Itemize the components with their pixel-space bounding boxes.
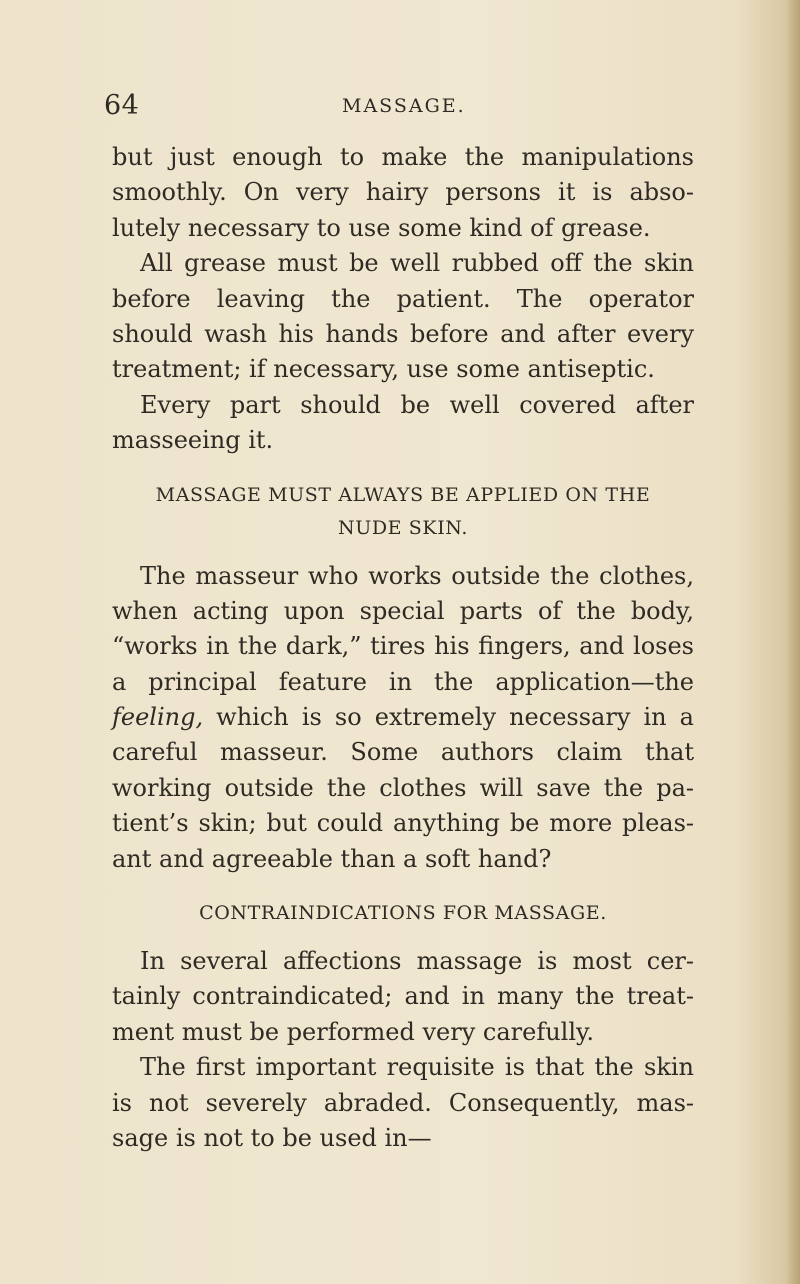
page-number: 64 <box>104 90 140 121</box>
italic-word: feeling, <box>112 703 204 732</box>
paragraph-2 <box>112 246 694 388</box>
text-line: All grease must be well rubbed off the skin <box>140 249 694 278</box>
text-line: The masseur who works outside the clothes, <box>140 561 694 590</box>
paragraph-4 <box>112 559 694 878</box>
page-edge-shadow <box>786 0 800 1284</box>
text-line: lutely necessary to use some kind of grease. <box>112 213 651 242</box>
text-line: should wash his hands before and after every <box>112 319 694 348</box>
text-line: tainly contraindicated; and in many the treat- <box>112 982 694 1011</box>
running-title: MASSAGE. <box>342 95 466 117</box>
text-line: but just enough to make the manipulations <box>112 143 694 171</box>
paragraph-6 <box>112 1050 694 1156</box>
text-line: when acting upon special parts of the body, <box>112 596 694 625</box>
text-line: careful masseur. Some authors claim that <box>112 738 694 767</box>
text-line: treatment; if necessary, use some antiseptic. <box>112 355 655 384</box>
text-line: In several affections massage is most cer- <box>140 947 694 976</box>
text-line: a principal feature in the application—the <box>112 667 694 696</box>
section-heading-nude-skin <box>112 479 694 545</box>
page-body <box>112 140 694 1156</box>
paragraph-3 <box>112 388 694 459</box>
text-line: tient’s skin; but could anything be more pleas- <box>112 809 694 838</box>
text-run: which is so extremely necessary in a <box>203 703 694 732</box>
heading-line: MASSAGE MUST ALWAYS BE APPLIED ON THE <box>155 483 651 506</box>
paragraph-1 <box>112 140 694 246</box>
section-heading-contraindications <box>112 897 694 930</box>
text-line: smoothly. On very hairy persons it is abso- <box>112 178 694 207</box>
text-line: is not severely abraded. Consequently, mas- <box>112 1088 694 1117</box>
text-line: ment must be performed very carefully. <box>112 1017 595 1046</box>
paragraph-5 <box>112 944 694 1050</box>
page-header <box>100 90 700 130</box>
text-line: ant and agreeable than a soft hand? <box>112 844 552 873</box>
heading-line: NUDE SKIN. <box>338 516 468 539</box>
text-line: “works in the dark,” tires his fingers, and loses <box>112 632 694 661</box>
text-line: The first important requisite is that the skin <box>140 1053 694 1082</box>
text-line: sage is not to be used in— <box>112 1123 432 1152</box>
text-line: working outside the clothes will save the pa- <box>112 773 694 802</box>
text-line: Every part should be well covered after <box>140 390 694 419</box>
text-line: masseeing it. <box>112 426 274 455</box>
text-line: before leaving the patient. The operator <box>112 284 694 313</box>
heading-line: CONTRAINDICATIONS FOR MASSAGE. <box>199 902 607 925</box>
text-line <box>112 700 694 735</box>
